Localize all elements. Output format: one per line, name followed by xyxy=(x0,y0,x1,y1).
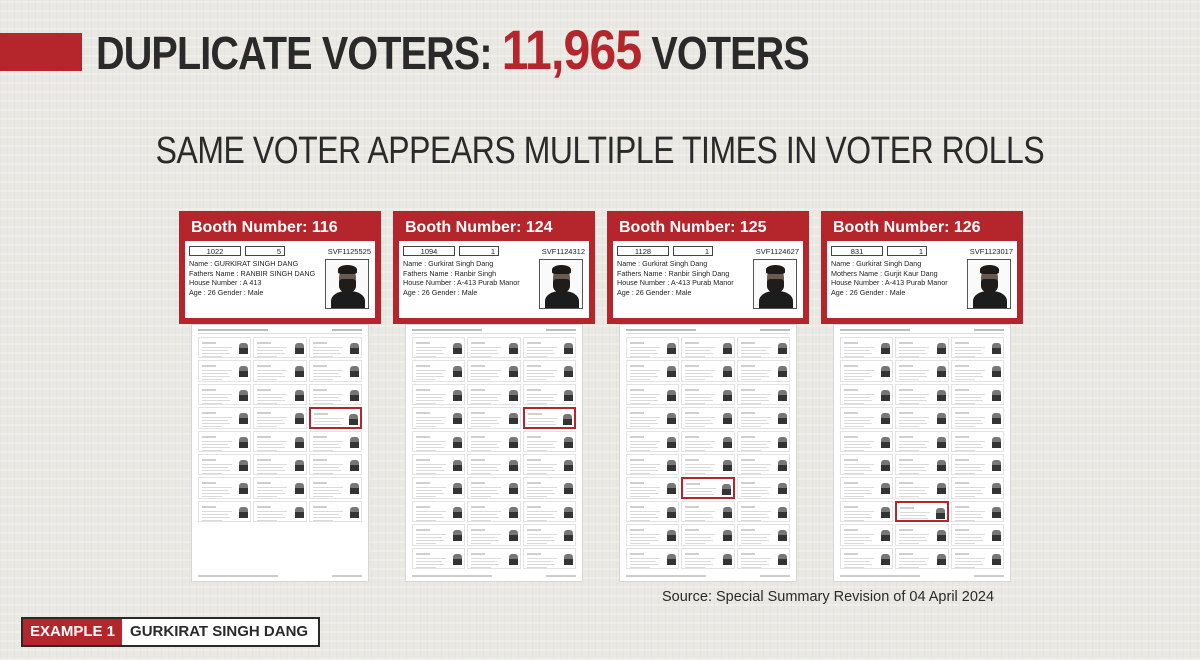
booth-card xyxy=(821,211,1023,324)
roll-entry xyxy=(895,501,948,522)
part-number: 5 xyxy=(245,246,285,256)
serial-number: 1128 xyxy=(617,246,669,256)
roll-entry xyxy=(198,360,251,381)
roll-entry xyxy=(309,524,362,545)
roll-entry xyxy=(523,548,576,569)
serial-number: 831 xyxy=(831,246,883,256)
part-number: 1 xyxy=(459,246,499,256)
relation-name: Fathers Name : Ranbir Singh Dang xyxy=(617,268,730,278)
roll-entry xyxy=(198,477,251,498)
roll-entry xyxy=(840,548,893,569)
roll-entry xyxy=(951,477,1004,498)
roll-entry xyxy=(412,477,465,498)
roll-entry xyxy=(895,431,948,452)
roll-entry xyxy=(523,524,576,545)
roll-entry xyxy=(951,360,1004,381)
booth-number: Booth Number: 124 xyxy=(405,219,553,236)
relation-name: Fathers Name : RANBIR SINGH DANG xyxy=(189,268,316,278)
roll-entry xyxy=(840,431,893,452)
roll-entry xyxy=(309,360,362,381)
voter-entry xyxy=(827,241,1017,318)
voter-roll-page xyxy=(405,324,583,582)
voter-roll-page xyxy=(191,324,369,582)
epic-number: SVF1123017 xyxy=(969,246,1013,256)
roll-entry xyxy=(253,524,306,545)
voter-photo xyxy=(325,259,369,309)
roll-entry xyxy=(309,407,362,428)
roll-entry xyxy=(253,360,306,381)
roll-entry xyxy=(467,337,520,358)
epic-number: SVF1125525 xyxy=(327,246,371,256)
roll-entry xyxy=(412,524,465,545)
roll-entry xyxy=(523,360,576,381)
roll-entry xyxy=(737,407,790,428)
roll-entry xyxy=(737,360,790,381)
voter-name: Name : Gurkirat Singh Dang xyxy=(403,259,494,268)
duplicate-count: 11,965 xyxy=(501,18,642,81)
roll-entry xyxy=(681,501,734,522)
serial-number: 1022 xyxy=(189,246,241,256)
roll-entry xyxy=(253,407,306,428)
house-number: House Number : A-413 Purab Manor xyxy=(617,278,734,288)
roll-entry xyxy=(412,431,465,452)
roll-entry xyxy=(737,477,790,498)
roll-entry xyxy=(198,548,251,569)
roll-entry xyxy=(626,431,679,452)
booth-number: Booth Number: 125 xyxy=(619,219,767,236)
roll-entry xyxy=(467,431,520,452)
roll-entry xyxy=(626,454,679,475)
roll-entry xyxy=(840,477,893,498)
relation-name: Mothers Name : Gurjit Kaur Dang xyxy=(831,268,938,278)
booth-card xyxy=(393,211,595,324)
roll-entry xyxy=(895,337,948,358)
title-prefix: DUPLICATE VOTERS: xyxy=(96,27,502,79)
roll-entry xyxy=(737,501,790,522)
roll-entry xyxy=(467,477,520,498)
voter-roll-page xyxy=(833,324,1011,582)
roll-entry xyxy=(951,501,1004,522)
roll-entry xyxy=(467,454,520,475)
roll-entry xyxy=(737,454,790,475)
voter-entry xyxy=(399,241,589,318)
roll-entry xyxy=(951,524,1004,545)
voter-photo xyxy=(753,259,797,309)
roll-entry xyxy=(737,548,790,569)
roll-entry xyxy=(840,501,893,522)
roll-entry xyxy=(253,548,306,569)
roll-entry xyxy=(253,337,306,358)
roll-entry xyxy=(840,384,893,405)
roll-entry xyxy=(309,548,362,569)
roll-entry xyxy=(198,501,251,522)
example-label xyxy=(21,617,320,647)
roll-entry xyxy=(951,407,1004,428)
roll-entry xyxy=(523,501,576,522)
title-suffix: VOTERS xyxy=(641,27,809,79)
roll-entry xyxy=(523,337,576,358)
roll-entry xyxy=(467,548,520,569)
title-accent-bar xyxy=(0,33,82,71)
roll-entry xyxy=(681,337,734,358)
roll-entry xyxy=(198,337,251,358)
example-voter-name: GURKIRAT SINGH DANG xyxy=(130,623,309,640)
roll-entry xyxy=(412,337,465,358)
roll-entry xyxy=(467,360,520,381)
page-subtitle: SAME VOTER APPEARS MULTIPLE TIMES IN VOTER ROLLS xyxy=(155,130,1045,172)
roll-entry xyxy=(840,360,893,381)
roll-entry xyxy=(253,454,306,475)
booth-number: Booth Number: 126 xyxy=(833,219,981,236)
roll-entry xyxy=(198,407,251,428)
roll-entry xyxy=(737,384,790,405)
roll-entry xyxy=(681,407,734,428)
roll-entry xyxy=(737,337,790,358)
roll-entry xyxy=(198,431,251,452)
roll-entry xyxy=(309,384,362,405)
roll-entry xyxy=(626,384,679,405)
roll-entry xyxy=(951,548,1004,569)
roll-entry xyxy=(626,501,679,522)
booth-card xyxy=(607,211,809,324)
voter-name: Name : GURKIRAT SINGH DANG xyxy=(189,259,299,268)
part-number: 1 xyxy=(673,246,713,256)
age-gender: Age : 26 Gender : Male xyxy=(189,287,264,297)
roll-entry xyxy=(198,384,251,405)
roll-entry xyxy=(412,454,465,475)
roll-entry xyxy=(253,501,306,522)
roll-entry xyxy=(626,407,679,428)
voter-photo xyxy=(539,259,583,309)
roll-entry xyxy=(412,384,465,405)
roll-entry xyxy=(951,431,1004,452)
example-tag: EXAMPLE 1 xyxy=(23,619,122,645)
roll-entry xyxy=(737,524,790,545)
roll-entry xyxy=(198,454,251,475)
roll-entry xyxy=(840,454,893,475)
house-number: House Number : A-413 Purab Manor xyxy=(831,278,948,288)
roll-entry xyxy=(253,477,306,498)
roll-entry xyxy=(467,524,520,545)
roll-entry xyxy=(951,337,1004,358)
page-title xyxy=(96,18,809,82)
voter-roll-page xyxy=(619,324,797,582)
roll-entry xyxy=(523,407,576,428)
roll-entry xyxy=(737,431,790,452)
booth-number: Booth Number: 116 xyxy=(191,219,338,236)
serial-number: 1094 xyxy=(403,246,455,256)
age-gender: Age : 26 Gender : Male xyxy=(831,287,906,297)
roll-entry xyxy=(309,337,362,358)
roll-entry xyxy=(467,384,520,405)
roll-entry xyxy=(626,337,679,358)
roll-entry xyxy=(523,477,576,498)
voter-photo xyxy=(967,259,1011,309)
roll-entry xyxy=(895,454,948,475)
roll-entry xyxy=(309,501,362,522)
roll-entry xyxy=(309,477,362,498)
roll-entry xyxy=(412,548,465,569)
roll-entry xyxy=(626,548,679,569)
roll-entry xyxy=(523,431,576,452)
roll-entry xyxy=(412,360,465,381)
roll-entry xyxy=(895,384,948,405)
epic-number: SVF1124627 xyxy=(755,246,799,256)
roll-entry xyxy=(253,431,306,452)
roll-entry xyxy=(626,477,679,498)
roll-entry xyxy=(467,407,520,428)
roll-entry xyxy=(681,548,734,569)
roll-entry xyxy=(309,431,362,452)
roll-entry xyxy=(523,454,576,475)
roll-entry xyxy=(309,454,362,475)
age-gender: Age : 26 Gender : Male xyxy=(617,287,692,297)
voter-name: Name : Gurkirat Singh Dang xyxy=(831,259,922,268)
roll-entry xyxy=(951,384,1004,405)
roll-entry xyxy=(681,384,734,405)
voter-name: Name : Gurkirat Singh Dang xyxy=(617,259,708,268)
roll-entry xyxy=(895,477,948,498)
roll-entry xyxy=(681,431,734,452)
roll-entry xyxy=(681,454,734,475)
epic-number: SVF1124312 xyxy=(541,246,585,256)
roll-entry xyxy=(253,384,306,405)
roll-entry xyxy=(467,501,520,522)
voter-entry xyxy=(613,241,803,318)
roll-entry xyxy=(681,360,734,381)
roll-entry xyxy=(895,360,948,381)
roll-entry xyxy=(951,454,1004,475)
part-number: 1 xyxy=(887,246,927,256)
roll-entry xyxy=(681,477,734,498)
roll-entry xyxy=(840,407,893,428)
roll-entry xyxy=(840,337,893,358)
roll-entry xyxy=(412,501,465,522)
roll-entry xyxy=(681,524,734,545)
roll-entry xyxy=(895,524,948,545)
house-number: House Number : A-413 Purab Manor xyxy=(403,278,520,288)
relation-name: Fathers Name : Ranbir Singh xyxy=(403,268,497,278)
roll-entry xyxy=(198,524,251,545)
source-note: Source: Special Summary Revision of 04 April 2024 xyxy=(662,589,995,605)
roll-entry xyxy=(626,360,679,381)
roll-entry xyxy=(626,524,679,545)
voter-entry xyxy=(185,241,375,318)
house-number: House Number : A 413 xyxy=(189,278,262,288)
roll-entry xyxy=(412,407,465,428)
roll-entry xyxy=(895,548,948,569)
roll-entry xyxy=(895,407,948,428)
age-gender: Age : 26 Gender : Male xyxy=(403,287,478,297)
booth-card xyxy=(179,211,381,324)
roll-entry xyxy=(523,384,576,405)
roll-entry xyxy=(840,524,893,545)
